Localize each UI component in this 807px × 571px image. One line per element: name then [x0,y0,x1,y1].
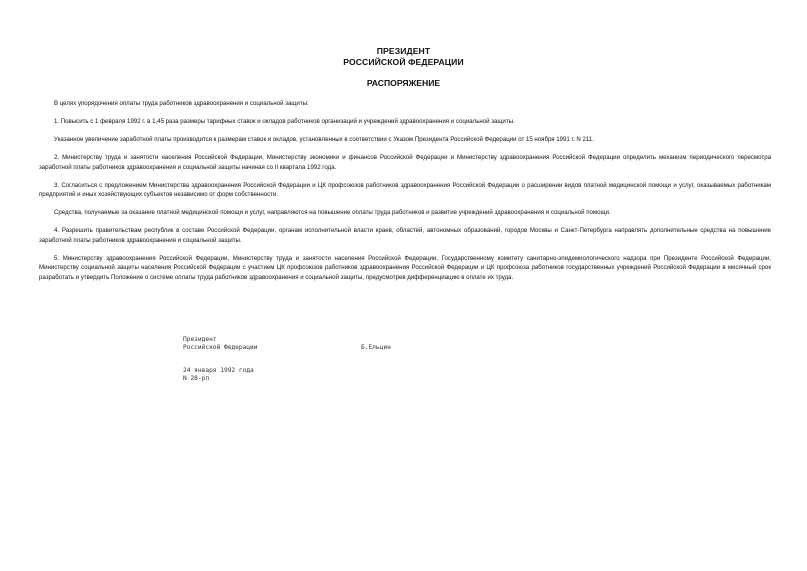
paragraph-4: 4. Разрешить правительствам республик в составе Российской Федерации, органам исполнительной власти краев, областей, автономных образований, городов Москвы и Санкт-Петербурга направлять дополнительные средства на повышение заработной платы работников здравоохранения и социальной защиты. [39,227,771,244]
document-date: 24 января 1992 года [183,367,254,374]
document-body [39,99,771,282]
document-title: РАСПОРЯЖЕНИЕ [366,78,441,88]
paragraph-5: 5. Министерству здравоохранения Российской Федерации, Министерству труда и занятости населения Российской Федерации, Государственному комитету санитарно-эпидемиологического надзора при Президенте Российской Федерации, Министерству социальной защиты населения Российской Федерации с участием ЦК профсоюзов работников здравоохранения Российской Федерации и ЦК профсоюза работников государственных учреждений Российской Федерации в месячный срок разработать и утвердить Положение о системе оплаты труда работников здравоохранения и социальной защиты, предусмотрев дифференциацию в оплате их труда. [39,254,771,281]
signer-name: Б.Ельцин [361,344,391,351]
issuer-line-2: РОССИЙСКОЙ ФЕДЕРАЦИИ [343,57,464,67]
signer-position-line-1: Президент [183,336,217,343]
paragraph-1-note: Указанное увеличение заработной платы производится к размерам ставок и окладов, установленных в соответствии с Указом Президента Российской Федерации от 15 ноября 1991 г. N 211. [54,136,594,143]
paragraph-2: 2. Министерству труда и занятости населения Российской Федерации, Министерству экономики и финансов Российской Федерации и Министерству здравоохранения Российской Федерации определить механизм периодического пересмотра заработной платы работников здравоохранения и социальной защиты начиная со II квартала 1992 года. [39,154,771,171]
paragraph-3-note: Средства, получаемые за оказание платной медицинской помощи и услуг, направляются на повышение оплаты труда работников и развитие учреждений здравоохранения и социальной помощи. [54,209,611,216]
issuer-line-1: ПРЕЗИДЕНТ [376,46,431,56]
paragraph-3: 3. Согласиться с предложением Министерства здравоохранения Российской Федерации и ЦК профсоюзов работников здравоохранения Российской Федерации о расширении видов платной медицинской помощи и услуг, оказываемых работникам предприятий и иных хозяйствующих субъектов независимо от форм собственности. [39,181,771,198]
paragraph-1: 1. Повысить с 1 февраля 1992 г. в 1,45 раза размеры тарифных ставок и окладов работников организаций и учреждений здравоохранения и социальной защиты. [54,118,515,125]
issuer-header [0,46,807,68]
paragraph-preamble: В целях упорядочения оплаты труда работников здравоохранения и социальной защиты: [54,100,309,107]
document-number: N 28-рп [183,375,210,382]
signer-position-line-2: Российской Федерации [183,344,258,351]
